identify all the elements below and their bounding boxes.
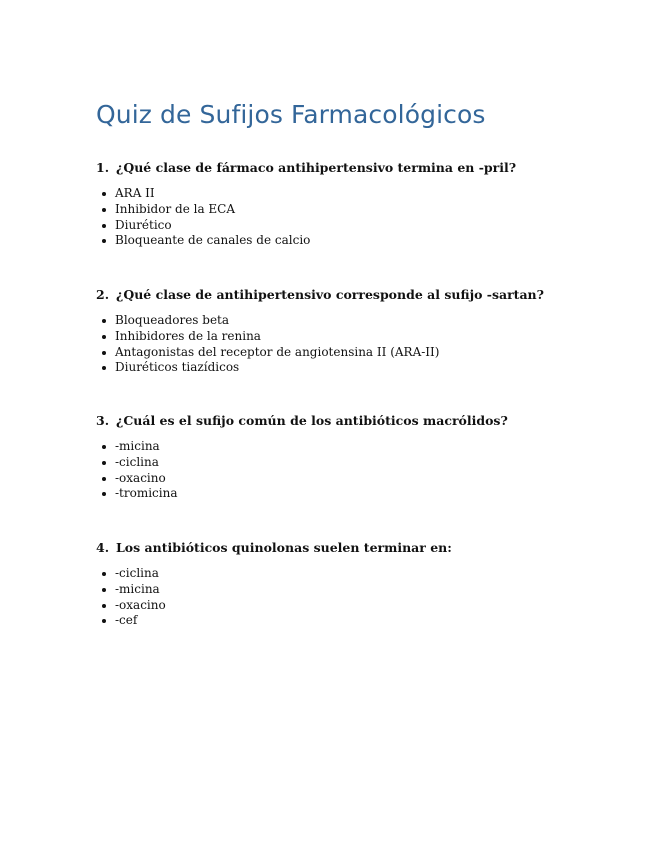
- answer-text: Diurético: [115, 217, 172, 232]
- answer-text: -oxacino: [115, 597, 166, 612]
- bullet-icon: [102, 366, 106, 370]
- answer-option: [96, 186, 616, 202]
- answer-text: -micina: [115, 439, 160, 453]
- answer-text: Bloqueadores beta: [115, 313, 230, 327]
- question-title: [96, 412, 616, 430]
- question-text: ¿Cuál es el sufijo común de los antibióticos macrólidos?: [116, 413, 508, 428]
- answer-option: [96, 486, 616, 502]
- bullet-icon: [102, 335, 106, 339]
- bullet-icon: [102, 224, 106, 228]
- question-1: [96, 159, 616, 249]
- answer-option: [96, 439, 616, 455]
- question-text: Los antibióticos quinolonas suelen terminar en:: [116, 540, 452, 555]
- question-title: [96, 286, 616, 304]
- question-number: 3.: [96, 413, 110, 428]
- bullet-icon: [102, 572, 106, 576]
- answer-option: [96, 566, 616, 582]
- bullet-icon: [102, 239, 106, 243]
- bullet-icon: [102, 461, 106, 465]
- answer-text: Diuréticos tiazídicos: [115, 360, 240, 375]
- page-title: Quiz de Sufijos Farmacológicos: [96, 100, 486, 129]
- answer-text: Inhibidor de la ECA: [115, 201, 236, 216]
- question-2: [96, 286, 616, 376]
- question-4: [96, 539, 616, 629]
- bullet-icon: [102, 492, 106, 496]
- bullet-icon: [102, 477, 106, 481]
- bullet-icon: [102, 351, 106, 355]
- answer-option: [96, 218, 616, 234]
- answer-text: -ciclina: [115, 454, 159, 469]
- bullet-icon: [102, 588, 106, 592]
- answer-text: -ciclina: [115, 566, 159, 580]
- question-number: 4.: [96, 540, 110, 555]
- answer-option: [96, 598, 616, 614]
- answer-text: -oxacino: [115, 470, 166, 485]
- answer-text: -micina: [115, 581, 160, 596]
- bullet-icon: [102, 604, 106, 608]
- question-text: ¿Qué clase de fármaco antihipertensivo termina en -pril?: [116, 160, 517, 175]
- answer-option: [96, 233, 616, 249]
- answer-text: Antagonistas del receptor de angiotensina II (ARA-II): [115, 344, 440, 359]
- answer-option: [96, 455, 616, 471]
- answer-option: [96, 202, 616, 218]
- answer-option: [96, 360, 616, 376]
- answer-list: [96, 566, 616, 629]
- bullet-icon: [102, 619, 106, 623]
- answer-option: [96, 329, 616, 345]
- bullet-icon: [102, 192, 106, 196]
- answer-option: [96, 613, 616, 629]
- answer-option: [96, 582, 616, 598]
- answer-list: [96, 439, 616, 502]
- answer-text: -cef: [115, 613, 138, 628]
- question-number: 1.: [96, 160, 110, 175]
- question-title: [96, 539, 616, 557]
- bullet-icon: [102, 445, 106, 449]
- answer-list: [96, 313, 616, 376]
- bullet-icon: [102, 208, 106, 212]
- answer-list: [96, 186, 616, 249]
- answer-option: [96, 313, 616, 329]
- answer-text: Bloqueante de canales de calcio: [115, 233, 311, 248]
- answer-text: -tromicina: [115, 486, 178, 501]
- answer-text: Inhibidores de la renina: [115, 328, 261, 343]
- answer-text: ARA II: [115, 186, 155, 200]
- question-3: [96, 412, 616, 502]
- bullet-icon: [102, 319, 106, 323]
- answer-option: [96, 345, 616, 361]
- question-number: 2.: [96, 287, 110, 302]
- question-title: [96, 159, 616, 177]
- answer-option: [96, 471, 616, 487]
- question-text: ¿Qué clase de antihipertensivo corresponde al sufijo -sartan?: [116, 287, 544, 302]
